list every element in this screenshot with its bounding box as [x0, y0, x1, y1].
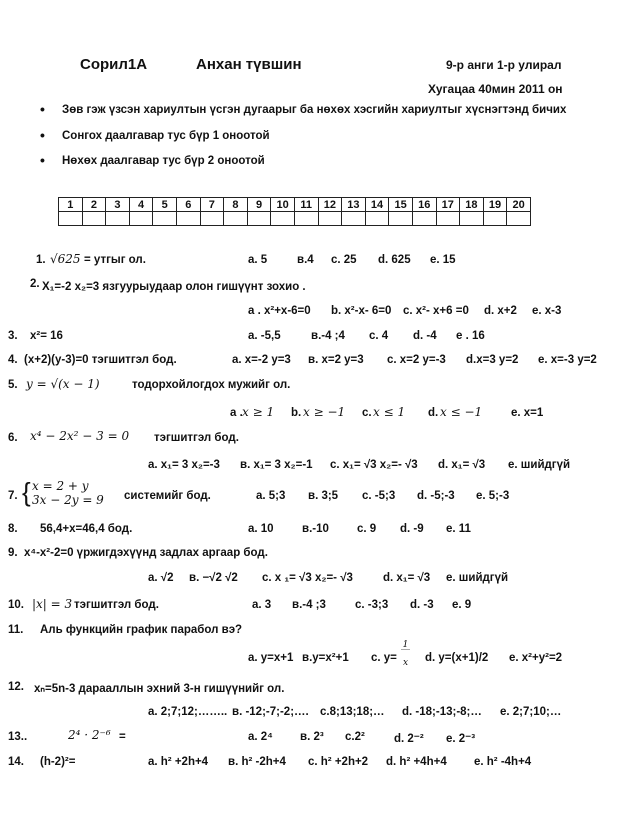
answer-number: 10 — [271, 198, 295, 212]
math-expression: 2⁴ · 2⁻⁶ — [68, 728, 111, 742]
question-number: 2. — [30, 278, 40, 290]
answer-number: 17 — [436, 198, 460, 212]
answer-cell[interactable] — [82, 212, 106, 226]
option-d: d. x₁= √3 — [438, 459, 486, 471]
instruction-item: Нөхөх даалгавар тус бүр 2 оноотой — [62, 155, 265, 167]
option-a: a . x²+x-6=0 — [248, 305, 311, 317]
option-e: e. 15 — [430, 254, 456, 266]
option-d: d. -9 — [400, 523, 424, 535]
answer-cell[interactable] — [389, 212, 413, 226]
answer-number: 20 — [507, 198, 531, 212]
answer-cell[interactable] — [365, 212, 389, 226]
answer-number: 14 — [365, 198, 389, 212]
option-e: e. 2⁻³ — [446, 733, 476, 745]
answer-number: 19 — [483, 198, 507, 212]
answer-cell[interactable] — [247, 212, 271, 226]
question-number: 1. — [36, 254, 46, 266]
math-expression: y = √(x − 1) — [26, 377, 100, 391]
answer-cell[interactable] — [460, 212, 484, 226]
option-c: c. h² +2h+2 — [308, 756, 369, 768]
question-number: 6. — [8, 432, 18, 444]
option-b: в. 2³ — [300, 731, 324, 743]
math-expression: √625 — [50, 252, 81, 266]
question-text: X₁=-2 x₂=3 язгуурыудаар олон гишүүнт зохио . — [42, 281, 306, 293]
answer-cell[interactable] — [176, 212, 200, 226]
answer-cell[interactable] — [318, 212, 342, 226]
answer-number: 13 — [342, 198, 366, 212]
answer-number: 9 — [247, 198, 271, 212]
answer-cell[interactable] — [294, 212, 318, 226]
question-text: (h-2)²= — [40, 756, 76, 768]
option-c: c. -3;3 — [355, 599, 389, 611]
test-variant: Сорил1А — [80, 56, 148, 73]
question-number: 7. — [8, 490, 18, 502]
option-e: e. шийдгүй — [508, 459, 571, 471]
option-d: d. 2⁻² — [394, 733, 424, 745]
test-level: Анхан түвшин — [196, 56, 302, 73]
question-text: Аль функцийн график парабол вэ? — [40, 624, 243, 636]
option-b: в.-4 ;4 — [311, 330, 345, 342]
option-a: a. 2⁴ — [248, 731, 273, 743]
instruction-item: Зөв гэж үзсэн хариултын үсгэн дугаарыг ба нөхөх хэсгийн хариултыг хүснэгтэнд бичих — [62, 104, 567, 116]
option-c-math: x ≤ 1 — [373, 405, 406, 419]
option-c: c. 4 — [369, 330, 389, 342]
option-a: a. 5 — [248, 254, 268, 266]
grade-semester: 9-р анги 1-р улирал — [446, 58, 562, 72]
answer-table-header-row — [59, 198, 531, 212]
answer-number: 3 — [106, 198, 130, 212]
answer-number: 12 — [318, 198, 342, 212]
system-eq-2: 3x − 2y = 9 — [32, 493, 104, 507]
question-number: 13.. — [8, 731, 28, 743]
option-d: d.x=3 y=2 — [466, 354, 519, 366]
option-d: d. x₁= √3 — [383, 572, 431, 584]
option-c: c. x₁= √3 x₂=- √3 — [330, 459, 418, 471]
answer-cell[interactable] — [106, 212, 130, 226]
option-c: c.2² — [345, 731, 365, 743]
option-a: a . — [230, 407, 243, 419]
answer-number: 7 — [200, 198, 224, 212]
question-text: тэгшитгэл бод. — [154, 432, 239, 444]
option-b-math: x ≥ −1 — [303, 405, 346, 419]
option-c: c. y= — [371, 652, 397, 664]
answer-number: 5 — [153, 198, 177, 212]
option-d: d. -18;-13;-8;… — [402, 706, 482, 718]
option-b: в. x₁= 3 x₂=-1 — [240, 459, 313, 471]
option-b: в. 3;5 — [308, 490, 339, 502]
question-number: 14. — [8, 756, 24, 768]
answer-number: 16 — [412, 198, 436, 212]
question-number: 5. — [8, 379, 18, 391]
option-e: e. 5;-3 — [476, 490, 510, 502]
option-e: e. 11 — [446, 523, 471, 535]
instruction-item: Сонгох даалгавар тус бүр 1 оноотой — [62, 130, 270, 142]
question-number: 12. — [8, 681, 24, 693]
answer-number: 4 — [129, 198, 153, 212]
option-c: c. -5;3 — [362, 490, 396, 502]
option-a: a. √2 — [148, 572, 174, 584]
option-b: в. h² -2h+4 — [228, 756, 286, 768]
option-a: a. x₁= 3 x₂=-3 — [148, 459, 220, 471]
system-eq-1: x = 2 + y — [32, 479, 89, 493]
option-e: e. шийдгүй — [446, 572, 509, 584]
answer-cell[interactable] — [436, 212, 460, 226]
option-b: в. x=2 y=3 — [308, 354, 364, 366]
option-e: e. h² -4h+4 — [474, 756, 532, 768]
option-d: d. -3 — [410, 599, 434, 611]
option-b: в.-10 — [302, 523, 329, 535]
question-text: x²= 16 — [30, 330, 63, 342]
question-text: тэгшитгэл бод. — [74, 599, 159, 611]
answer-cell[interactable] — [342, 212, 366, 226]
option-d: d. -4 — [413, 330, 437, 342]
fraction-1-over-x: 1 ‾‾ x — [401, 640, 410, 668]
option-c: c. x²- x+6 =0 — [403, 305, 469, 317]
answer-cell[interactable] — [59, 212, 83, 226]
option-a: a. 3 — [252, 599, 272, 611]
option-b: в. −√2 √2 — [189, 572, 238, 584]
option-e: e. x²+y²=2 — [509, 652, 563, 664]
option-c: c. 25 — [331, 254, 357, 266]
question-text: x⁴-x²-2=0 үржигдэхүүнд задлах аргаар бод. — [24, 547, 268, 559]
option-a: a. 2;7;12;…….. — [148, 706, 228, 718]
option-e: e. x=-3 y=2 — [538, 354, 597, 366]
option-b: b. x²-x- 6=0 — [331, 305, 392, 317]
answer-number: 11 — [294, 198, 318, 212]
answer-number: 1 — [59, 198, 83, 212]
option-e: e . 16 — [456, 330, 485, 342]
option-d: d. -5;-3 — [417, 490, 455, 502]
question-number: 9. — [8, 547, 18, 559]
answer-cell[interactable] — [153, 212, 177, 226]
answer-number: 2 — [82, 198, 106, 212]
question-text: = утгыг ол. — [84, 254, 146, 266]
math-expression: x⁴ − 2x² − 3 = 0 — [30, 429, 130, 443]
answer-table-input-row[interactable] — [59, 212, 531, 226]
answer-cell[interactable] — [129, 212, 153, 226]
option-a-math: x ≥ 1 — [242, 405, 275, 419]
time-year: Хугацаа 40мин 2011 он — [428, 82, 563, 96]
option-a: a. h² +2h+4 — [148, 756, 209, 768]
option-e: e. x=1 — [511, 407, 544, 419]
option-b: b. — [291, 407, 302, 419]
option-a: a. 5;3 — [256, 490, 286, 502]
question-number: 11. — [8, 624, 24, 636]
option-d-math: x ≤ −1 — [440, 405, 483, 419]
question-number: 4. — [8, 354, 18, 366]
option-a: a. y=x+1 — [248, 652, 294, 664]
option-c: c.8;13;18;… — [320, 706, 385, 718]
option-b: в.4 — [297, 254, 314, 266]
option-c: c. x ₁= √3 x₂=- √3 — [262, 572, 353, 584]
answer-cell[interactable] — [412, 212, 436, 226]
option-d: d. — [428, 407, 439, 419]
option-d: d. h² +4h+4 — [386, 756, 447, 768]
option-a: a. x=-2 y=3 — [232, 354, 291, 366]
option-c: c. — [362, 407, 372, 419]
question-text: = — [119, 731, 126, 743]
option-d: d. y=(x+1)/2 — [425, 652, 489, 664]
answer-number: 8 — [224, 198, 248, 212]
bullet-icon: • — [40, 152, 45, 168]
math-expression: |x| = 3 — [32, 597, 73, 611]
question-number: 10. — [8, 599, 24, 611]
option-b: в.y=x²+1 — [302, 652, 349, 664]
answer-cell[interactable] — [200, 212, 224, 226]
answer-cell[interactable] — [483, 212, 507, 226]
question-text: системийг бод. — [124, 490, 211, 502]
question-text: 56,4+x=46,4 бод. — [40, 523, 133, 535]
answer-cell[interactable] — [224, 212, 248, 226]
option-e: e. 2;7;10;… — [500, 706, 562, 718]
answer-number: 6 — [176, 198, 200, 212]
brace-icon: { — [22, 477, 31, 507]
option-e: e. x-3 — [532, 305, 562, 317]
option-c: c. 9 — [357, 523, 377, 535]
question-number: 3. — [8, 330, 18, 342]
question-text: тодорхойлогдох мужийг ол. — [132, 379, 291, 391]
answer-cell[interactable] — [271, 212, 295, 226]
option-a: a. -5,5 — [248, 330, 281, 342]
option-c: c. x=2 y=-3 — [387, 354, 446, 366]
question-text: (x+2)(y-3)=0 тэгшитгэл бод. — [24, 354, 177, 366]
option-e: e. 9 — [452, 599, 472, 611]
answer-number: 15 — [389, 198, 413, 212]
question-text: xₙ=5n-3 дарааллын эхний 3-н гишүүнийг ол. — [34, 683, 285, 695]
option-b: в. -12;-7;-2;…. — [232, 706, 309, 718]
question-number: 8. — [8, 523, 18, 535]
bullet-icon: • — [40, 127, 45, 143]
option-a: a. 10 — [248, 523, 274, 535]
answer-table — [58, 197, 531, 226]
option-b: в.-4 ;3 — [292, 599, 326, 611]
answer-cell[interactable] — [507, 212, 531, 226]
option-d: d. 625 — [378, 254, 411, 266]
bullet-icon: • — [40, 101, 45, 117]
option-d: d. x+2 — [484, 305, 517, 317]
answer-number: 18 — [460, 198, 484, 212]
